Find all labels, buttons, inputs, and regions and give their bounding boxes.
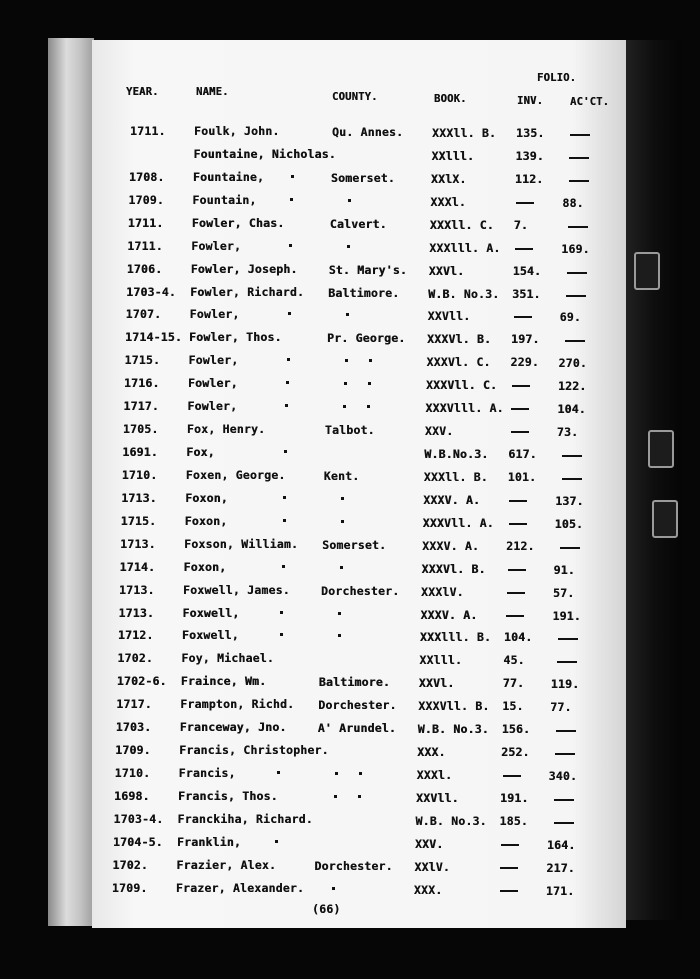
acct-dash bbox=[554, 799, 574, 801]
book-cell: XXXVlll. A. bbox=[425, 401, 504, 416]
folio-header: FOLIO. bbox=[537, 72, 577, 84]
book-cell: XXXlll. A. bbox=[429, 240, 501, 255]
acct-header: AC'CT. bbox=[570, 96, 610, 108]
year-cell: 1716. bbox=[123, 376, 160, 391]
page-edge bbox=[48, 38, 94, 926]
ditto-mark bbox=[338, 612, 341, 615]
binder-clip bbox=[648, 430, 674, 468]
acct-dash bbox=[569, 180, 589, 182]
name-cell: Fox, Henry. bbox=[186, 422, 266, 437]
ditto-mark bbox=[344, 382, 347, 385]
county-cell: Baltimore. bbox=[328, 285, 400, 300]
ditto-mark bbox=[359, 772, 362, 775]
inv-cell: 197. bbox=[511, 332, 540, 347]
inv-dash bbox=[512, 385, 530, 387]
name-cell: Fowler, Chas. bbox=[191, 215, 285, 230]
year-cell: 1709. bbox=[128, 192, 164, 207]
year-cell: 1711. bbox=[130, 124, 166, 138]
name-cell: Foxwell, James. bbox=[183, 582, 290, 597]
acct-dash bbox=[558, 638, 578, 640]
acct-cell: 69. bbox=[559, 310, 581, 325]
year-cell: 1712. bbox=[117, 628, 154, 643]
book-cell: W.B.No.3. bbox=[424, 447, 489, 462]
inv-cell: 15. bbox=[502, 699, 524, 714]
inv-cell: 351. bbox=[512, 286, 541, 301]
ditto-mark bbox=[334, 795, 337, 798]
acct-cell: 91. bbox=[553, 562, 575, 577]
ditto-mark bbox=[346, 313, 349, 316]
inv-dash bbox=[507, 592, 525, 594]
year-cell: 1703-4. bbox=[113, 811, 164, 826]
ditto-mark bbox=[348, 199, 351, 202]
year-cell: 1703-4. bbox=[126, 284, 177, 299]
inv-cell: 191. bbox=[500, 790, 529, 805]
year-cell: 1713. bbox=[121, 490, 157, 505]
name-cell: Foy, Michael. bbox=[181, 651, 274, 666]
name-cell: Foxon, bbox=[185, 490, 228, 505]
book-cell: XXXV. A. bbox=[420, 607, 478, 622]
acct-cell: 122. bbox=[557, 379, 587, 394]
inv-cell: 104. bbox=[503, 630, 533, 645]
acct-dash bbox=[566, 295, 586, 297]
name-cell: Fowler, bbox=[187, 399, 238, 414]
inv-cell: 252. bbox=[501, 745, 530, 760]
book-cell: W.B. No.3. bbox=[428, 286, 500, 301]
book-cell: XXlX. bbox=[430, 171, 467, 186]
year-cell: 1691. bbox=[122, 445, 158, 460]
acct-dash bbox=[556, 730, 576, 732]
county-header: COUNTY. bbox=[332, 91, 378, 103]
name-cell: Foulk, John. bbox=[194, 124, 280, 138]
acct-cell: 171. bbox=[545, 883, 575, 898]
name-cell: Foxon, bbox=[183, 559, 227, 574]
book-cell: XXXVl. B. bbox=[427, 332, 492, 347]
inv-cell: 229. bbox=[510, 355, 539, 370]
name-cell: Fountaine, Nicholas. bbox=[193, 146, 336, 161]
acct-cell: 104. bbox=[557, 402, 586, 417]
acct-cell: 57. bbox=[553, 585, 575, 600]
book-cell: XXX. bbox=[417, 745, 446, 760]
year-cell: 1717. bbox=[123, 399, 160, 414]
ditto-mark bbox=[280, 611, 283, 614]
book-cell: XXXV. A. bbox=[422, 538, 480, 553]
ditto-mark bbox=[341, 520, 344, 523]
acct-cell: 217. bbox=[546, 860, 575, 875]
acct-dash bbox=[565, 340, 585, 342]
book-cell: XXV. bbox=[424, 424, 454, 439]
inv-header: INV. bbox=[517, 95, 544, 107]
book-cell: XXXVll. C. bbox=[425, 378, 498, 393]
name-cell: Fountain, bbox=[192, 192, 257, 207]
inv-dash bbox=[511, 408, 529, 410]
year-cell: 1714. bbox=[119, 559, 156, 574]
book-cell: XXXVll. A. bbox=[422, 515, 494, 530]
page-number: (66) bbox=[312, 902, 341, 916]
inv-dash bbox=[516, 202, 534, 204]
year-cell: 1713. bbox=[120, 536, 156, 551]
acct-cell: 73. bbox=[556, 425, 579, 440]
year-cell: 1709. bbox=[115, 743, 151, 758]
acct-cell: 169. bbox=[561, 241, 590, 256]
book-cell: XXXVl. B. bbox=[421, 561, 486, 576]
name-cell: Frazer, Alexander. bbox=[175, 880, 305, 895]
book-cell: XXX. bbox=[413, 882, 443, 897]
acct-cell: 164. bbox=[546, 837, 576, 852]
book-cell: XXXlll. B. bbox=[419, 630, 492, 645]
ditto-mark bbox=[341, 497, 344, 500]
acct-dash bbox=[562, 478, 582, 480]
ditto-mark bbox=[283, 519, 286, 522]
inv-dash bbox=[511, 431, 529, 433]
ditto-mark bbox=[358, 795, 361, 798]
year-cell: 1717. bbox=[116, 697, 152, 712]
name-cell: Fowler, Richard. bbox=[190, 284, 305, 299]
inv-cell: 617. bbox=[508, 447, 537, 462]
year-cell: 1702. bbox=[117, 651, 153, 666]
name-cell: Fraince, Wm. bbox=[180, 674, 267, 689]
year-cell: 1703. bbox=[115, 720, 152, 735]
ditto-mark bbox=[340, 566, 343, 569]
name-cell: Franklin, bbox=[176, 834, 242, 849]
inv-cell: 139. bbox=[515, 148, 544, 163]
name-cell: Fountaine, bbox=[192, 169, 265, 184]
acct-cell: 77. bbox=[550, 700, 572, 715]
county-cell: Calvert. bbox=[329, 216, 387, 231]
county-cell: Dorchester. bbox=[321, 583, 400, 598]
name-cell: Foxon, bbox=[184, 513, 228, 528]
county-cell: Pr. George. bbox=[327, 331, 406, 346]
name-cell: Fox, bbox=[186, 445, 215, 460]
acct-cell: 270. bbox=[558, 356, 587, 371]
acct-dash bbox=[567, 272, 587, 274]
ditto-mark bbox=[291, 175, 294, 178]
book-cell: XXXll. B. bbox=[432, 126, 497, 140]
ditto-mark bbox=[289, 244, 292, 247]
name-cell: Frampton, Richd. bbox=[180, 697, 295, 712]
inv-cell: 135. bbox=[516, 126, 545, 140]
year-cell: 1708. bbox=[128, 169, 165, 184]
ditto-mark bbox=[288, 312, 291, 315]
book-cell: XXV. bbox=[414, 836, 444, 851]
acct-cell: 119. bbox=[550, 677, 580, 692]
ditto-mark bbox=[290, 198, 293, 201]
year-header: YEAR. bbox=[126, 86, 159, 98]
ditto-mark bbox=[285, 404, 288, 407]
binder-clip bbox=[652, 500, 678, 538]
inv-cell: 7. bbox=[513, 217, 529, 232]
name-cell: Fowler, bbox=[191, 238, 242, 253]
county-cell: St. Mary's. bbox=[328, 262, 408, 277]
name-cell: Frazier, Alex. bbox=[176, 857, 277, 872]
book-cell: XXXl. bbox=[416, 768, 453, 783]
county-cell: Dorchester. bbox=[318, 698, 397, 713]
acct-dash bbox=[568, 226, 588, 228]
name-cell: Fowler, bbox=[189, 307, 240, 322]
year-cell: 1711. bbox=[127, 238, 163, 253]
year-cell: 1706. bbox=[126, 261, 163, 276]
book-cell: XXXVll. B. bbox=[418, 699, 490, 714]
county-cell: Kent. bbox=[323, 468, 360, 483]
name-header: NAME. bbox=[196, 86, 229, 98]
year-cell: 1710. bbox=[121, 467, 158, 482]
book-cell: W.B. No.3. bbox=[417, 722, 489, 737]
year-cell: 1714-15. bbox=[125, 330, 183, 345]
ditto-mark bbox=[367, 405, 370, 408]
name-cell: Franceway, Jno. bbox=[179, 720, 287, 735]
year-cell: 1711. bbox=[127, 215, 164, 230]
binder-clip bbox=[634, 252, 660, 290]
ditto-mark bbox=[277, 771, 280, 774]
name-cell: Francis, Christopher. bbox=[179, 743, 329, 758]
book-cell: XXXVl. C. bbox=[426, 355, 491, 370]
inv-cell: 45. bbox=[503, 653, 525, 668]
book-cell: XXXlV. bbox=[421, 584, 464, 599]
year-cell: 1710. bbox=[114, 766, 151, 781]
county-cell: Somerset. bbox=[322, 537, 387, 552]
inv-dash bbox=[500, 867, 518, 869]
year-cell: 1698. bbox=[114, 788, 150, 803]
ditto-mark bbox=[287, 358, 290, 361]
acct-cell: 137. bbox=[555, 493, 584, 508]
ditto-mark bbox=[284, 450, 287, 453]
name-cell: Franckiha, Richard. bbox=[177, 811, 313, 826]
county-cell: Baltimore. bbox=[318, 675, 391, 690]
county-cell: Dorchester. bbox=[314, 858, 393, 873]
ditto-mark bbox=[369, 359, 372, 362]
ditto-mark bbox=[335, 772, 338, 775]
name-cell: Foxen, George. bbox=[185, 467, 286, 482]
book-cell: XXXll. C. bbox=[429, 217, 494, 232]
inv-dash bbox=[500, 890, 518, 892]
ditto-mark bbox=[283, 496, 286, 499]
book-cell: XXlV. bbox=[414, 859, 451, 874]
name-cell: Fowler, bbox=[187, 376, 238, 391]
name-cell: Foxwell, bbox=[182, 605, 240, 620]
name-cell: Foxson, William. bbox=[184, 536, 299, 551]
year-cell: 1713. bbox=[119, 582, 155, 597]
book-header: BOOK. bbox=[434, 93, 467, 105]
ditto-mark bbox=[347, 245, 350, 248]
book-cell: XXVll. bbox=[416, 790, 459, 805]
year-cell: 1709. bbox=[111, 880, 148, 895]
year-cell: 1702. bbox=[112, 857, 149, 872]
inv-cell: 212. bbox=[506, 538, 535, 553]
book-cell: XXXll. B. bbox=[423, 469, 488, 484]
book-cell: XXVl. bbox=[428, 263, 465, 278]
ditto-mark bbox=[332, 887, 335, 890]
acct-dash bbox=[554, 822, 574, 824]
county-cell: Qu. Annes. bbox=[332, 125, 404, 139]
inv-dash bbox=[514, 316, 532, 318]
inv-dash bbox=[503, 775, 521, 777]
inv-dash bbox=[509, 500, 527, 502]
acct-dash bbox=[569, 157, 589, 159]
inv-cell: 101. bbox=[507, 469, 537, 484]
book-cell: XXXl. bbox=[430, 194, 466, 209]
name-cell: Foxwell, bbox=[181, 628, 239, 643]
book-cell: XXXV. A. bbox=[423, 492, 481, 507]
acct-cell: 105. bbox=[554, 516, 584, 531]
book-cell: XXVll. bbox=[427, 309, 471, 324]
inv-dash bbox=[509, 523, 527, 525]
year-cell: 1707. bbox=[125, 307, 162, 322]
inv-dash bbox=[506, 615, 524, 617]
county-cell: Somerset. bbox=[330, 170, 396, 185]
name-cell: Francis, bbox=[178, 766, 236, 781]
acct-cell: 340. bbox=[548, 769, 578, 784]
ditto-mark bbox=[343, 405, 346, 408]
name-cell: Fowler, Thos. bbox=[189, 330, 282, 345]
acct-dash bbox=[560, 547, 580, 549]
year-cell: 1715. bbox=[120, 513, 157, 528]
inv-dash bbox=[515, 248, 533, 250]
ditto-mark bbox=[286, 381, 289, 384]
county-cell: Talbot. bbox=[324, 423, 375, 438]
acct-cell: 88. bbox=[562, 195, 584, 210]
book-cell: XXlll. bbox=[431, 148, 475, 163]
ditto-mark bbox=[368, 382, 371, 385]
name-cell: Fowler, bbox=[188, 353, 239, 368]
book-cell: XXVl. bbox=[418, 676, 455, 691]
acct-dash bbox=[557, 661, 577, 663]
year-cell: 1705. bbox=[122, 422, 159, 437]
acct-dash bbox=[555, 753, 575, 755]
inv-cell: 77. bbox=[502, 676, 525, 691]
ditto-mark bbox=[345, 359, 348, 362]
ditto-mark bbox=[275, 840, 278, 843]
year-cell: 1702-6. bbox=[116, 674, 167, 689]
acct-dash bbox=[562, 455, 582, 457]
name-cell: Francis, Thos. bbox=[178, 788, 278, 803]
acct-cell: 191. bbox=[552, 608, 581, 623]
name-cell: Fowler, Joseph. bbox=[190, 261, 298, 276]
acct-dash bbox=[570, 134, 590, 136]
year-cell: 1713. bbox=[118, 605, 155, 620]
ledger-page bbox=[92, 40, 626, 928]
inv-dash bbox=[501, 844, 519, 846]
inv-cell: 185. bbox=[499, 813, 528, 828]
inv-dash bbox=[508, 569, 526, 571]
book-cell: W.B. No.3. bbox=[415, 813, 487, 828]
county-cell: A' Arundel. bbox=[317, 721, 397, 736]
inv-cell: 154. bbox=[512, 263, 542, 278]
year-cell: 1704-5. bbox=[112, 834, 163, 849]
ditto-mark bbox=[338, 634, 341, 637]
ditto-mark bbox=[282, 565, 285, 568]
year-cell: 1715. bbox=[124, 353, 161, 368]
inv-cell: 156. bbox=[501, 722, 531, 737]
ditto-mark bbox=[280, 633, 283, 636]
inv-cell: 112. bbox=[514, 171, 544, 186]
book-cell: XXlll. bbox=[419, 653, 463, 668]
